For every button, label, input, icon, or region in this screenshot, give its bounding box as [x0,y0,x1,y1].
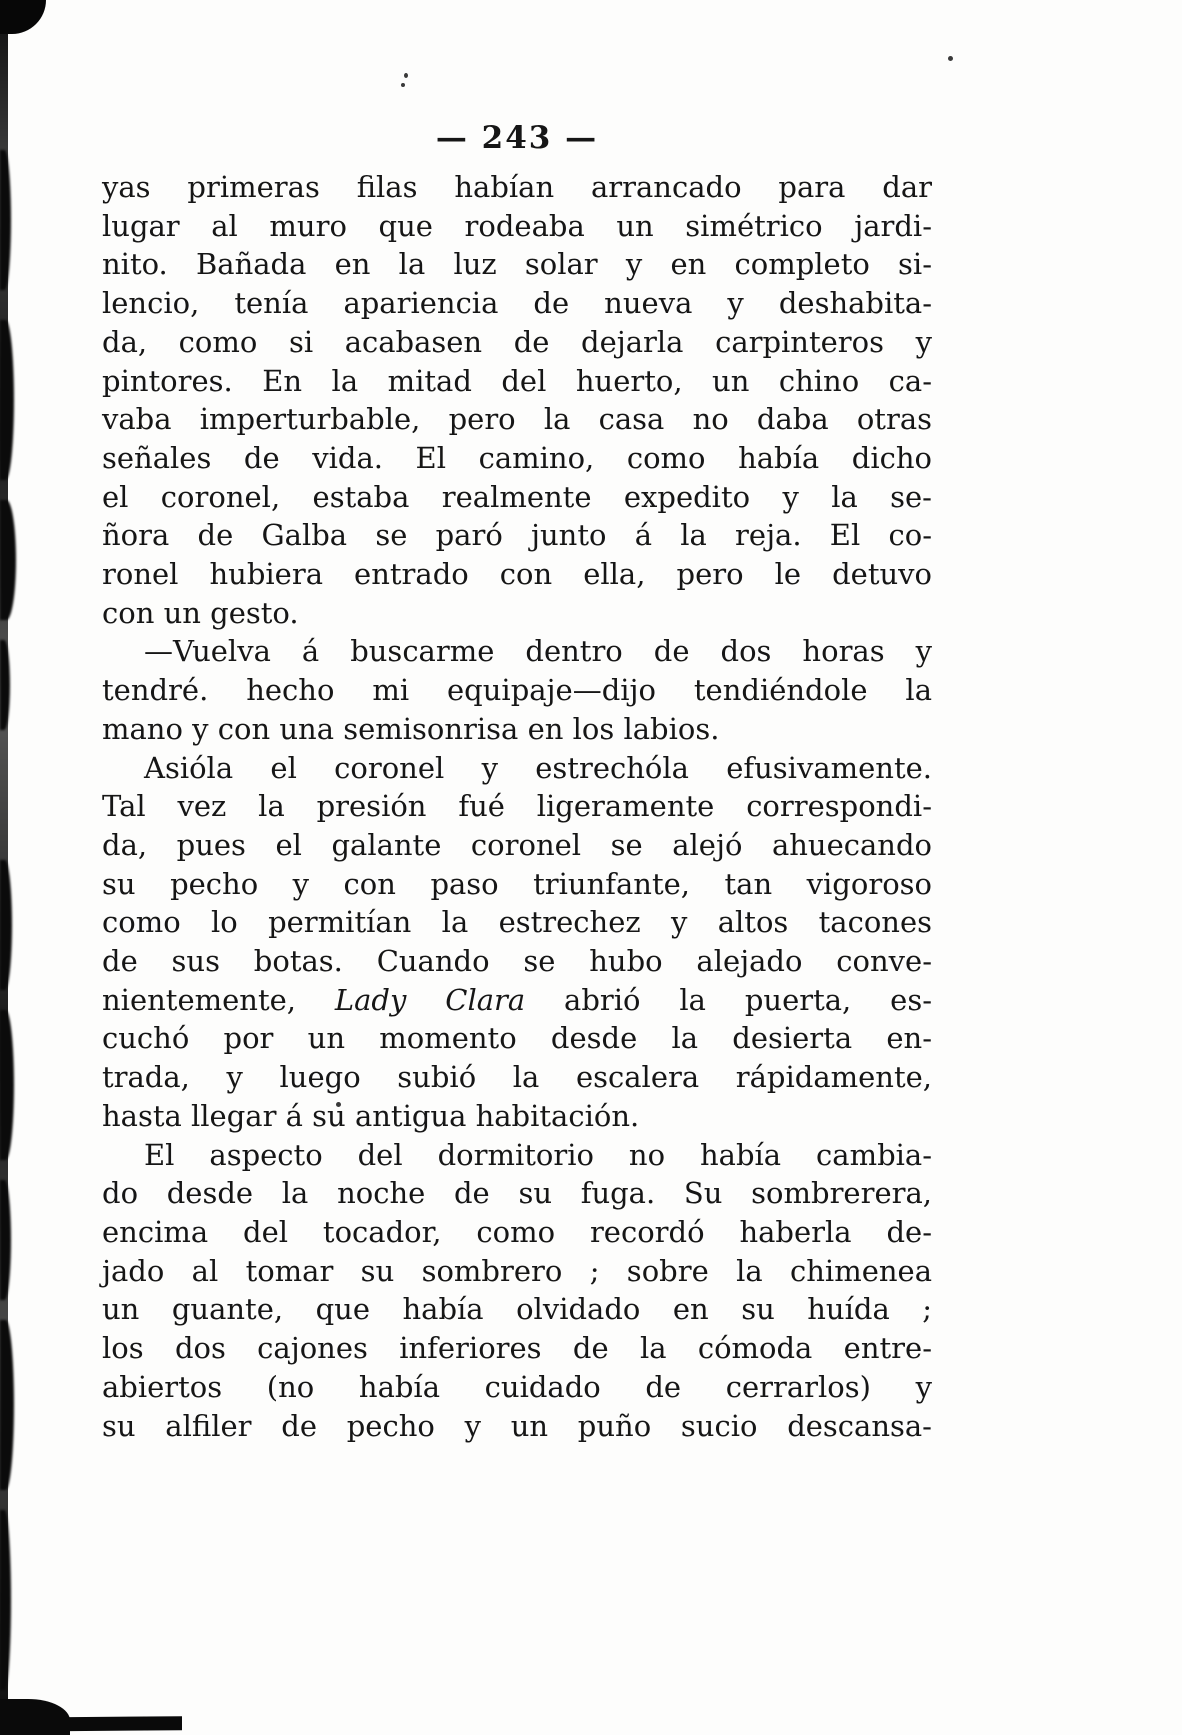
text-line: su pecho y con paso triunfante, tan vigoroso [102,866,932,901]
text-segment: abrió la puerta, es- [525,982,932,1017]
italic-text: Lady Clara [334,982,526,1017]
text-line: abiertos (no había cuidado de cerrarlos) y [102,1369,932,1404]
text-line: da, pues el galante coronel se alejó ahuecando [102,827,932,862]
text-line: como lo permitían la estrechez y altos tacones [102,905,932,940]
text-line: vaba imperturbable, pero la casa no daba otras [102,402,932,437]
text-line: Tal vez la presión fué ligeramente correspondi- [102,789,932,824]
text-line: el coronel, estaba realmente expedito y la se- [102,479,932,514]
text-line: con un gesto. [102,595,299,630]
paragraph [102,749,932,1136]
text-line: ronel hubiera entrado con ella, pero le detuvo [102,557,932,592]
ink-blob [0,320,14,480]
page-text [102,168,932,1445]
text-line: mano y con una semisonrisa en los labios. [102,711,720,746]
text-line: hasta llegar á su antigua habitación. [102,1098,640,1133]
text-line: cuchó por un momento desde la desierta en- [102,1021,932,1056]
text-line: lugar al muro que rodeaba un simétrico jardi- [102,208,932,243]
text-line: tendré. hecho mi equipaje—dijo tendiéndole la [102,673,932,708]
text-line: El aspecto del dormitorio no había cambia- [144,1137,932,1172]
ink-blob [0,150,11,290]
text-line: —Vuelva á buscarme dentro de dos horas y [144,634,932,669]
text-line: Asióla el coronel y estrechóla efusivamente. [144,750,932,785]
text-line: pintores. En la mitad del huerto, un chino ca- [102,363,932,398]
paragraph [102,1136,932,1446]
ink-blob [0,640,10,730]
text-line: los dos cajones inferiores de la cómoda entre- [102,1331,932,1366]
text-line: señales de vida. El camino, como había dicho [102,440,932,475]
text-line: jado al tomar su sombrero ; sobre la chimenea [102,1253,932,1288]
page-number: — 243 — [435,120,599,156]
ink-speck [401,83,405,87]
paragraph [102,632,932,748]
ink-speck [948,56,953,61]
ink-blob [0,500,16,620]
text-line: yas primeras filas habían arrancado para dar [102,170,932,204]
text-line: do desde la noche de su fuga. Su sombrerera, [102,1176,932,1211]
ink-blob [0,1010,14,1160]
ink-blob [0,1320,14,1490]
text-line: un guante, que había olvidado en su huída ; [102,1292,932,1327]
text-line: ñora de Galba se paró junto á la reja. El co- [102,518,932,553]
text-line: nito. Bañada en la luz solar y en completo si- [102,247,932,282]
text-line: encima del tocador, como recordó haberla de- [102,1214,932,1249]
ink-blob [0,860,12,990]
text-line: trada, y luego subió la escalera rápidamente, [102,1060,932,1095]
text-line: da, como si acabasen de dejarla carpinteros y [102,324,932,359]
ink-blob-corner [0,0,46,34]
paragraph [102,168,932,632]
ink-blob [0,1180,11,1300]
text-line: de sus botas. Cuando se hubo alejado conve- [102,944,932,979]
text-line [102,981,932,1020]
ink-blob [0,1699,70,1735]
text-line: lencio, tenía apariencia de nueva y deshabita- [102,286,932,321]
ink-blob [0,1510,11,1690]
text-segment: nientemente, [102,982,335,1017]
text-line: su alfiler de pecho y un puño sucio descansa- [102,1408,932,1443]
ink-speck [404,73,408,78]
